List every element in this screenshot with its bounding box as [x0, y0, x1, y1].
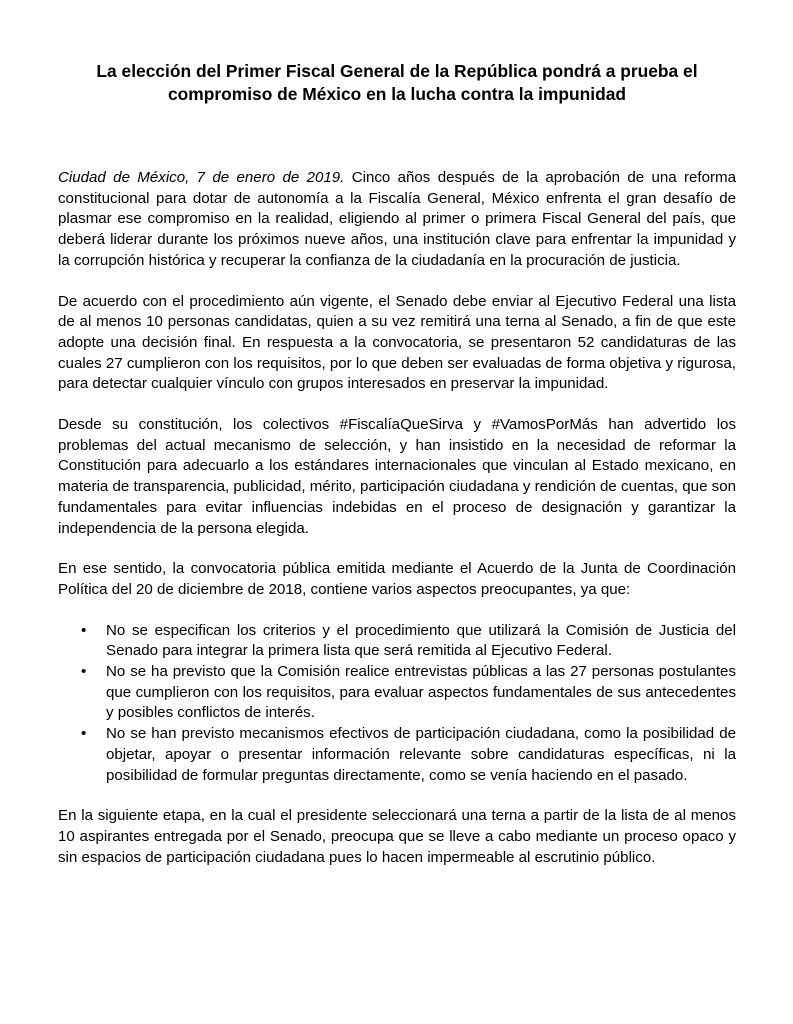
- paragraph-collectives: Desde su constitución, los colectivos #FiscalíaQueSirva y #VamosPorMás han advertido los problemas del actual mecanismo de selección, y han insistido en la necesidad de reformar la Constitución para adecuarlo a los estándares internacionales que vinculan al Estado mexicano, en materia de transparencia, publicidad, mérito, participación ciudadana y rendición de cuentas, que son fundamentales para evitar influencias indebidas en el proceso de designación y garantizar la independencia de la persona elegida.: [58, 416, 736, 537]
- list-item: [58, 662, 736, 724]
- list-item: [58, 724, 736, 786]
- list-item-text: No se especifican los criterios y el procedimiento que utilizará la Comisión de Justicia del Senado para integrar la primera lista que será remitida al Ejecutivo Federal.: [106, 621, 736, 660]
- document-page: [58, 60, 736, 868]
- list-item-text: No se han previsto mecanismos efectivos de participación ciudadana, como la posibilidad de objetar, apoyar o presentar información relevante sobre candidaturas específicas, ni la posibilidad de formular preguntas directamente, como se venía haciendo en el pasado.: [106, 725, 736, 784]
- list-item-text: No se ha previsto que la Comisión realice entrevistas públicas a las 27 personas postulantes que cumplieron con los requisitos, para evaluar aspectos fundamentales de sus antecedentes y posibles conflictos de interés.: [106, 663, 736, 722]
- paragraph-intro: [58, 168, 736, 272]
- bullet-icon: •: [81, 663, 87, 681]
- paragraph-convocatoria: En ese sentido, la convocatoria pública emitida mediante el Acuerdo de la Junta de Coordinación Política del 20 de diciembre de 2018, contiene varios aspectos preocupantes, ya que:: [58, 560, 736, 598]
- paragraph-intro-text: Cinco años después de la aprobación de una reforma constitucional para dotar de autonomía a la Fiscalía General, México enfrenta el gran desafío de plasmar ese compromiso en la realidad, eligiendo al primer o primera Fiscal General del país, que deberá liderar durante los próximos nueve años, una institución clave para enfrentar la impunidad y la corrupción histórica y recuperar la confianza de la ciudadanía en la procuración de justicia.: [58, 169, 737, 269]
- paragraph-procedure: De acuerdo con el procedimiento aún vigente, el Senado debe enviar al Ejecutivo Federal una lista de al menos 10 personas candidatas, quien a su vez remitirá una terna al Senado, a fin de que este adopte una decisión final. En respuesta a la convocatoria, se presentaron 52 candidaturas de las cuales 27 cumplieron con los requisitos, por lo que deben ser evaluadas de forma objetiva y rigurosa, para detectar cualquier vínculo con grupos interesados en preservar la impunidad.: [58, 292, 736, 393]
- concerns-list: [58, 621, 736, 787]
- document-title: La elección del Primer Fiscal General de la República pondrá a prueba el compromiso de México en la lucha contra la impunidad: [96, 61, 698, 104]
- paragraph-next-stage: En la siguiente etapa, en la cual el presidente seleccionará una terna a partir de la lista de al menos 10 aspirantes entregada por el Senado, preocupa que se lleve a cabo mediante un proceso opaco y sin espacios de participación ciudadana pues lo hacen impermeable al escrutinio público.: [58, 807, 736, 866]
- bullet-icon: •: [81, 621, 87, 639]
- bullet-icon: •: [81, 725, 87, 743]
- list-item: [58, 621, 736, 662]
- dateline: Ciudad de México, 7 de enero de 2019.: [58, 169, 345, 186]
